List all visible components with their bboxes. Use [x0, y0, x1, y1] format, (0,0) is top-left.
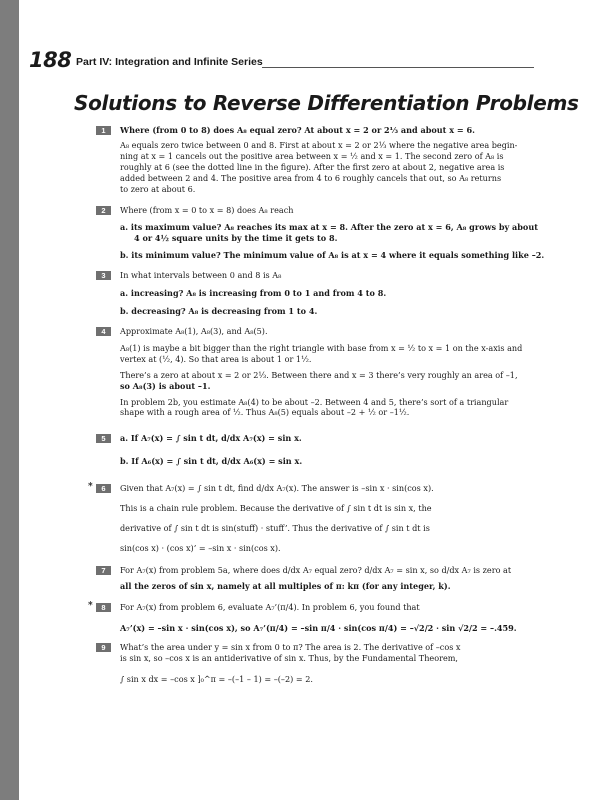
problem-question: What’s the area under y = sin x from 0 to π? The area is 2. The derivative of –cos x — [120, 642, 461, 652]
solution-line: shape with a rough area of ½. Thus A₈(5) equals about –2 + ½ or –1½. — [120, 407, 410, 418]
solution-line: ning at x = 1 cancels out the positive area between x = ½ and x = 1. The second zero of A₈ is — [120, 150, 504, 161]
problem-question: Where (from x = 0 to x = 8) does A₈ reach — [120, 205, 294, 215]
problem-question: Approximate A₈(1), A₈(3), and A₈(5). — [120, 326, 268, 336]
problem-7 — [120, 565, 511, 592]
problem-6 — [120, 483, 434, 554]
solution-line: b. If A₆(x) = ∫ sin t dt, d/dx A₆(x) = sin x. — [120, 455, 303, 466]
problem-question: Where (from 0 to 8) does A₈ equal zero? At about x = 2 or 2⅓ and about x = 6. — [120, 125, 475, 135]
problem-question: Given that A₇(x) = ∫ sin t dt, find d/dx A₇(x). The answer is –sin x · sin(cos x). — [120, 483, 434, 493]
solution-line: derivative of ∫ sin t dt is sin(stuff) · stuff’. Thus the derivative of ∫ sin t dt is — [120, 522, 430, 533]
problem-3 — [120, 270, 386, 317]
problem-8 — [120, 602, 517, 634]
problem-2 — [120, 205, 544, 261]
solution-line: 4 or 4½ square units by the time it gets to 8. — [134, 232, 338, 243]
problem-number-badge: 8 — [96, 603, 111, 612]
problem-number-badge: 3 — [96, 271, 111, 280]
problem-number-badge: 5 — [96, 434, 111, 443]
solution-line: A₈(1) is maybe a bit bigger than the right triangle with base from x = ½ to x = 1 on the x-axis and — [120, 342, 523, 353]
problem-question: In what intervals between 0 and 8 is A₈ — [120, 270, 282, 280]
solution-line: A₈ equals zero twice between 0 and 8. First at about x = 2 or 2⅓ where the negative area begin- — [120, 139, 518, 150]
solution-line: vertex at (½, 4). So that area is about 1 or 1½. — [120, 353, 312, 364]
problem-question: For A₇(x) from problem 6, evaluate A₇’(π/4). In problem 6, you found that — [120, 602, 420, 612]
problem-number-badge: 9 — [96, 643, 111, 652]
solution-line: A₇’(x) = –sin x · sin(cos x), so A₇’(π/4) = –sin π/4 · sin(cos π/4) = –√2/2 · sin √2/2 = –.459. — [120, 622, 517, 633]
solution-line: is sin x, so –cos x is an antiderivative of sin x. Thus, by the Fundamental Theorem, — [120, 652, 458, 663]
solution-line: This is a chain rule problem. Because the derivative of ∫ sin t dt is sin x, the — [120, 502, 432, 513]
part-title: Part IV: Integration and Infinite Series — [76, 56, 263, 68]
problem-5 — [120, 433, 302, 467]
solution-line: roughly at 6 (see the dotted line in the figure). After the first zero at about 2, negative area is — [120, 161, 505, 172]
solution-line: a. increasing? A₈ is increasing from 0 to 1 and from 4 to 8. — [120, 287, 387, 298]
solution-line: b. its minimum value? The minimum value of A₈ is at x = 4 where it equals something like –2. — [120, 249, 545, 260]
section-title: Solutions to Reverse Differentiation Problems — [74, 91, 579, 115]
problem-number-badge: 7 — [96, 566, 111, 575]
solution-line: to zero at about 6. — [120, 183, 196, 194]
problem-number-badge: 6 — [96, 484, 111, 493]
solution-line: ∫ sin x dx = –cos x ]₀^π = –(–1 – 1) = –(–2) = 2. — [120, 673, 313, 684]
solution-line: a. If A₇(x) = ∫ sin t dt, d/dx A₇(x) = sin x. — [120, 433, 302, 443]
solution-line: added between 2 and 4. The positive area from 4 to 6 roughly cancels that out, so A₈ returns — [120, 172, 502, 183]
problem-question: For A₇(x) from problem 5a, where does d/dx A₇ equal zero? d/dx A₇ = sin x, so d/dx A₇ is zero at — [120, 565, 512, 575]
solution-line: so A₈(3) is about –1. — [120, 380, 211, 391]
solution-line: There’s a zero at about x = 2 or 2⅓. Between there and x = 3 there’s very roughly an area of –1, — [120, 369, 518, 380]
solution-line: all the zeros of sin x, namely at all multiples of π: kπ (for any integer, k). — [120, 580, 451, 591]
solution-line: a. its maximum value? A₈ reaches its max at x = 8. After the zero at x = 6, A₈ grows by about — [120, 221, 538, 232]
header-rule — [262, 67, 534, 68]
solution-line: In problem 2b, you estimate A₈(4) to be about –2. Between 4 and 5, there’s sort of a triangular — [120, 396, 509, 407]
solution-line: b. decreasing? A₈ is decreasing from 1 to 4. — [120, 305, 318, 316]
problem-9 — [120, 642, 461, 685]
star-icon: * — [88, 482, 93, 492]
star-icon: * — [88, 601, 93, 611]
problem-number-badge: 4 — [96, 327, 111, 336]
solution-line: sin(cos x) · (cos x)’ = –sin x · sin(cos x). — [120, 542, 281, 553]
problem-1 — [120, 125, 517, 194]
problem-4 — [120, 326, 522, 418]
page-number: 188 — [29, 48, 72, 72]
problem-number-badge: 2 — [96, 206, 111, 215]
problem-number-badge: 1 — [96, 126, 111, 135]
margin-band — [0, 0, 19, 800]
